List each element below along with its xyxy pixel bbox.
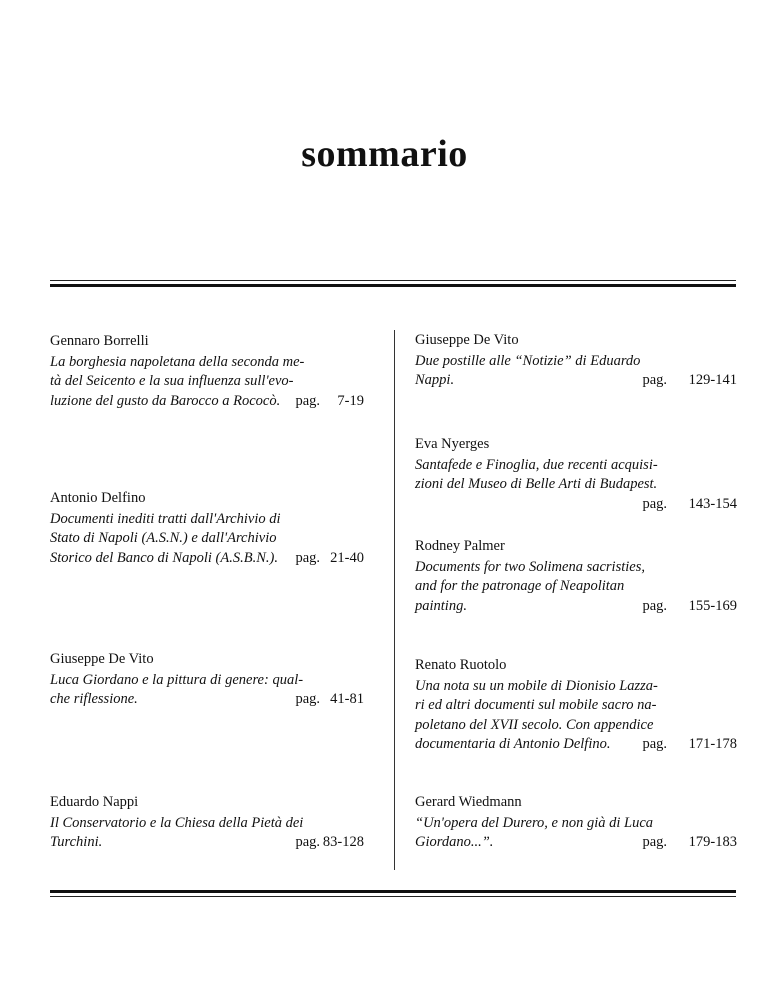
entry-title [415,677,737,755]
entry-title [50,510,364,569]
entry-title [415,814,737,853]
toc-entry-nappi [50,793,364,853]
entry-title-line: Stato di Napoli (A.S.N.) e dall'Archivio [50,530,277,546]
entry-title [50,671,364,710]
toc-entry-palmer [415,537,737,616]
entry-title [415,352,737,391]
entry-title-line: Luca Giordano e la pittura di genere: qual- [50,671,304,688]
entry-title-line: Giordano...”. pag. 179-183 [415,833,737,853]
entry-title [415,558,737,617]
toc-entry-ruotolo [415,656,737,755]
entry-author: Giuseppe De Vito [50,651,154,667]
entry-author: Eva Nyerges [415,436,490,452]
entry-title-line: La borghesia napoletana della seconda me- [50,353,305,370]
entry-page-ref: pag. 129-141 [642,372,737,388]
toc-entry-devito-2 [415,331,737,391]
entry-title-line: Turchini. pag. 83-128 [50,833,364,853]
toc-entry-nyerges [415,435,737,514]
bottom-double-rule [50,890,736,897]
entry-title-line: Storico del Banco di Napoli (A.S.B.N.). pag. 21-40 [50,549,364,569]
entry-author: Rodney Palmer [415,538,505,554]
entry-title [50,814,364,853]
entry-page-ref: pag. 155-169 [642,597,737,614]
entry-author: Gennaro Borrelli [50,333,149,349]
entry-title-line: Documents for two Solimena sacristies, [415,558,645,575]
entry-title-line: luzione del gusto da Barocco a Rococò. pag. 7-19 [50,392,364,412]
entry-page-ref: pag. 83-128 [295,834,364,850]
entry-title-line: Due postille alle “Notizie” di Eduardo [415,352,641,369]
entry-page-ref: pag. 7-19 [295,392,364,409]
entry-author: Eduardo Nappi [50,794,139,810]
entry-title-line: Nappi. pag. 129-141 [415,371,737,391]
entry-title-line: Santafede e Finoglia, due recenti acquisi- [415,456,658,473]
entry-title-line: and for the patronage of Neapolitan [415,578,625,594]
top-double-rule [50,280,736,287]
entry-author: Giuseppe De Vito [415,332,519,348]
entry-page-ref: pag. 171-178 [642,736,737,752]
entry-author: Antonio Delfino [50,490,146,506]
entry-title-line: zioni del Museo di Belle Arti di Budapest. pag. 143-154 [415,475,737,495]
entry-page-ref: pag. 179-183 [642,834,737,850]
page-title: sommario [301,133,468,175]
toc-entry-wiedmann [415,793,737,853]
entry-title-line: Il Conservatorio e la Chiesa della Pietà dei [50,814,304,831]
entry-author: Renato Ruotolo [415,657,507,673]
entry-title-line: poletano del XVII secolo. Con appendice [415,716,654,733]
entry-page-ref: pag. 41-81 [295,691,364,707]
entry-title-line: “Un'opera del Durero, e non già di Luca [415,814,654,831]
entry-page-ref: pag. 143-154 [642,495,737,512]
entry-title-line: documentaria di Antonio Delfino. pag. 171-178 [415,735,737,755]
toc-entry-devito-1 [50,650,364,710]
entry-title-line: Una nota su un mobile di Dionisio Lazza- [415,677,658,694]
entry-page-ref: pag. 21-40 [295,549,364,566]
entry-title-line: Documenti inediti tratti dall'Archivio di [50,510,281,527]
toc-entry-delfino [50,489,364,568]
entry-title [415,456,737,512]
toc-entry-borrelli [50,332,364,411]
entry-title [50,353,364,412]
entry-author: Gerard Wiedmann [415,794,522,810]
entry-title-line: ri ed altri documenti sul mobile sacro na- [415,697,657,713]
column-divider [394,330,395,870]
entry-title-line: tà del Seicento e la sua influenza sull'evo- [50,373,294,389]
entry-title-line: che riflessione. pag. 41-81 [50,690,364,710]
entry-title-line: painting. pag. 155-169 [415,597,737,617]
